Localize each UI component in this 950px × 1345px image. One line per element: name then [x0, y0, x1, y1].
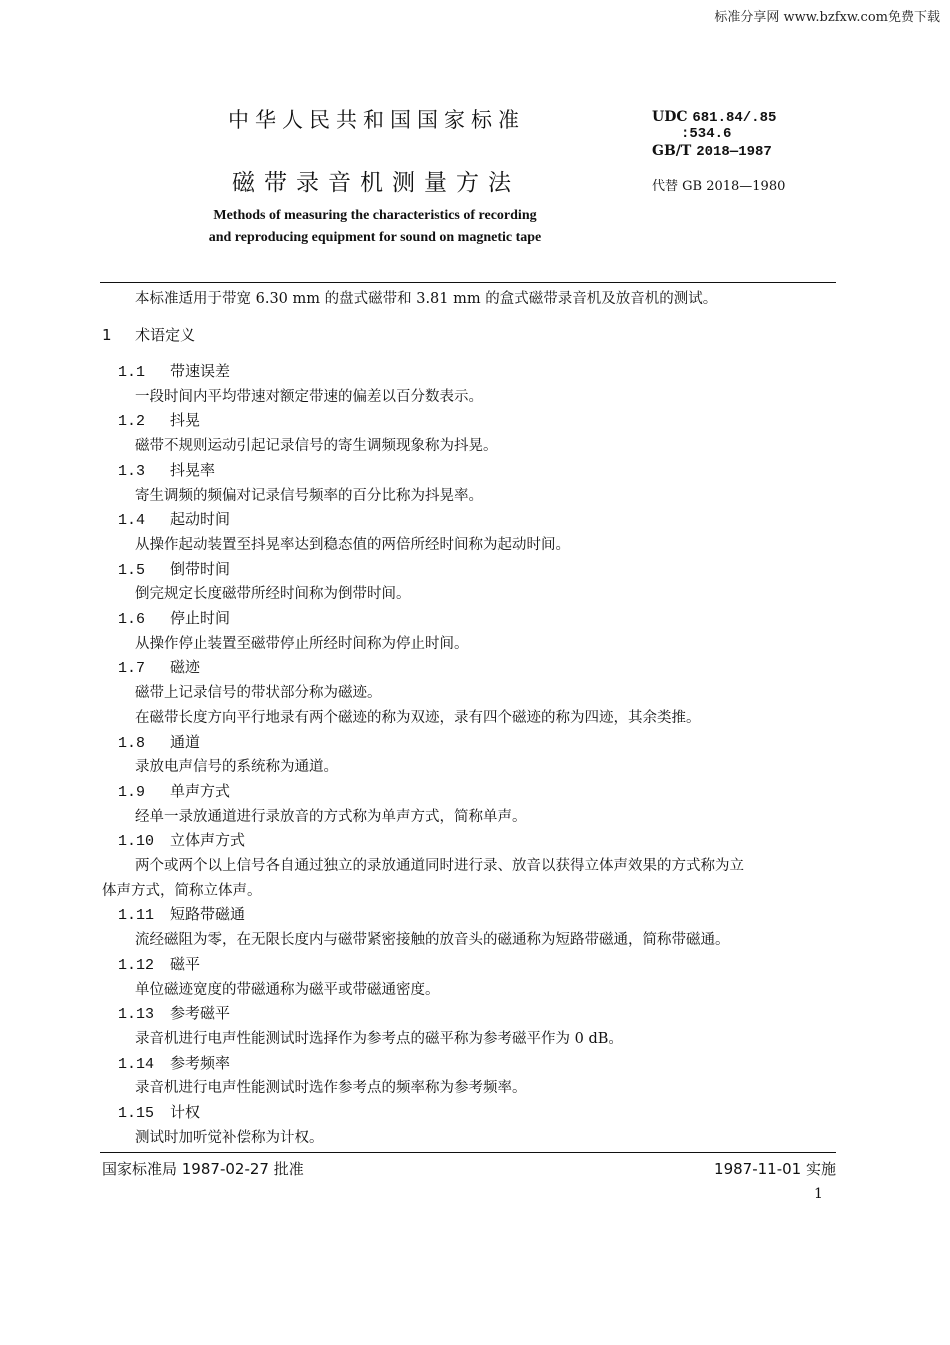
term-number: 1.1 [118, 364, 146, 381]
term-definition: 磁带上记录信号的带状部分称为磁迹。 [135, 685, 382, 702]
term-number: 1.6 [118, 611, 146, 628]
term-heading [118, 1101, 200, 1122]
term-definition: 从操作停止装置至磁带停止所经时间称为停止时间。 [135, 635, 469, 652]
term-number: 1.7 [118, 660, 146, 678]
term-definition: 经单一录放通道进行录放音的方式称为单声方式，简称单声。 [135, 808, 527, 825]
term-heading [118, 459, 215, 480]
term-heading [118, 409, 200, 430]
term-number: 1.10 [118, 833, 155, 851]
gbt-value: 2018—1987 [696, 144, 772, 160]
section-heading [102, 324, 195, 345]
header-rule [100, 282, 836, 283]
term-name: 短路带磁通 [170, 905, 246, 924]
english-title-line: Methods of measuring the characteristics of recording [213, 208, 537, 223]
term-definition: 磁带不规则运动引起记录信号的寄生调频现象称为抖晃。 [135, 438, 498, 455]
english-title [150, 205, 600, 249]
term-name: 立体声方式 [170, 831, 246, 850]
replaces-note: 代替 GB 2018—1980 [652, 179, 786, 194]
term-definition: 体声方式，简称立体声。 [102, 882, 262, 899]
term-name: 单声方式 [170, 781, 231, 800]
term-heading [118, 903, 245, 924]
term-definition: 录音机进行电声性能测试时选择作为参考点的磁平称为参考磁平作为 0 dB。 [135, 1030, 623, 1047]
term-heading [118, 953, 200, 974]
approval-date: 国家标准局 1987-02-27 批准 [102, 1160, 304, 1178]
term-name: 抖晃率 [170, 460, 216, 479]
footer-rule [100, 1152, 836, 1153]
term-number: 1.5 [118, 561, 146, 579]
term-definition: 寄生调频的频偏对记录信号频率的百分比称为抖晃率。 [135, 487, 483, 504]
term-name: 磁迹 [170, 658, 201, 677]
term-heading [118, 829, 245, 850]
term-heading [118, 1052, 230, 1073]
udc-value: 681.84/.85 [692, 110, 777, 126]
term-name: 抖晃 [170, 411, 201, 430]
term-name: 磁平 [170, 954, 201, 973]
term-name: 计权 [170, 1103, 201, 1121]
term-number: 1.11 [118, 907, 155, 925]
term-definition: 单位磁迹宽度的带磁通称为磁平或带磁通密度。 [135, 981, 440, 998]
intro-paragraph: 本标准适用于带宽 6.30 mm 的盘式磁带和 3.81 mm 的盒式磁带录音机及放音机的测试。 [135, 291, 718, 307]
page-number: 1 [814, 1186, 823, 1202]
section-number: 1 [102, 326, 112, 344]
watermark: 标准分享网 www.bzfxw.com免费下载 [714, 10, 940, 25]
standard-number [652, 143, 772, 160]
term-heading [118, 558, 230, 579]
term-name: 倒带时间 [170, 559, 231, 578]
term-definition: 在磁带长度方向平行地录有两个磁迹的称为双迹，录有四个磁迹的称为四迹，其余类推。 [135, 709, 701, 726]
term-number: 1.14 [118, 1055, 155, 1073]
standard-name: 中华人民共和国国家标准 [228, 108, 525, 132]
term-name: 参考磁平 [170, 1004, 231, 1023]
term-heading [118, 508, 230, 529]
term-name: 带速误差 [170, 362, 231, 380]
term-number: 1.13 [118, 1006, 155, 1024]
term-heading [118, 780, 230, 801]
term-definition: 一段时间内平均带速对额定带速的偏差以百分数表示。 [135, 388, 483, 405]
section-title: 术语定义 [135, 326, 196, 344]
gbt-label: GB/T [652, 143, 692, 159]
term-heading [118, 656, 200, 677]
term-heading [118, 1002, 230, 1023]
term-number: 1.9 [118, 783, 146, 801]
term-definition: 倒完规定长度磁带所经时间称为倒带时间。 [135, 586, 411, 603]
udc-code [652, 109, 776, 126]
term-number: 1.15 [118, 1105, 155, 1122]
term-name: 停止时间 [170, 609, 231, 627]
term-definition: 流经磁阻为零，在无限长度内与磁带紧密接触的放音头的磁通称为短路带磁通，简称带磁通。 [135, 932, 730, 949]
term-number: 1.4 [118, 512, 146, 530]
term-definition: 录音机进行电声性能测试时选作参考点的频率称为参考频率。 [135, 1080, 527, 1097]
term-heading [118, 360, 230, 381]
term-definition: 测试时加听觉补偿称为计权。 [135, 1129, 324, 1146]
term-number: 1.3 [118, 462, 146, 480]
term-name: 参考频率 [170, 1053, 231, 1072]
term-heading [118, 731, 200, 752]
term-definition: 两个或两个以上信号各自通过独立的录放通道同时进行录、放音以获得立体声效果的方式称为立 [135, 858, 744, 874]
udc-value-continued: :534.6 [681, 126, 732, 142]
english-title-line: and reproducing equipment for sound on magnetic tape [208, 230, 542, 245]
effective-date: 1987-11-01 实施 [714, 1160, 836, 1178]
term-number: 1.8 [118, 734, 146, 752]
term-heading [118, 607, 230, 628]
term-definition: 从操作起动装置至抖晃率达到稳态值的两倍所经时间称为起动时间。 [135, 536, 570, 553]
term-number: 1.2 [118, 413, 146, 431]
term-name: 起动时间 [170, 510, 231, 529]
page-title: 磁带录音机测量方法 [232, 170, 520, 196]
udc-label: UDC [652, 109, 688, 125]
term-number: 1.12 [118, 956, 155, 974]
term-name: 通道 [170, 732, 201, 751]
term-definition: 录放电声信号的系统称为通道。 [135, 759, 338, 776]
